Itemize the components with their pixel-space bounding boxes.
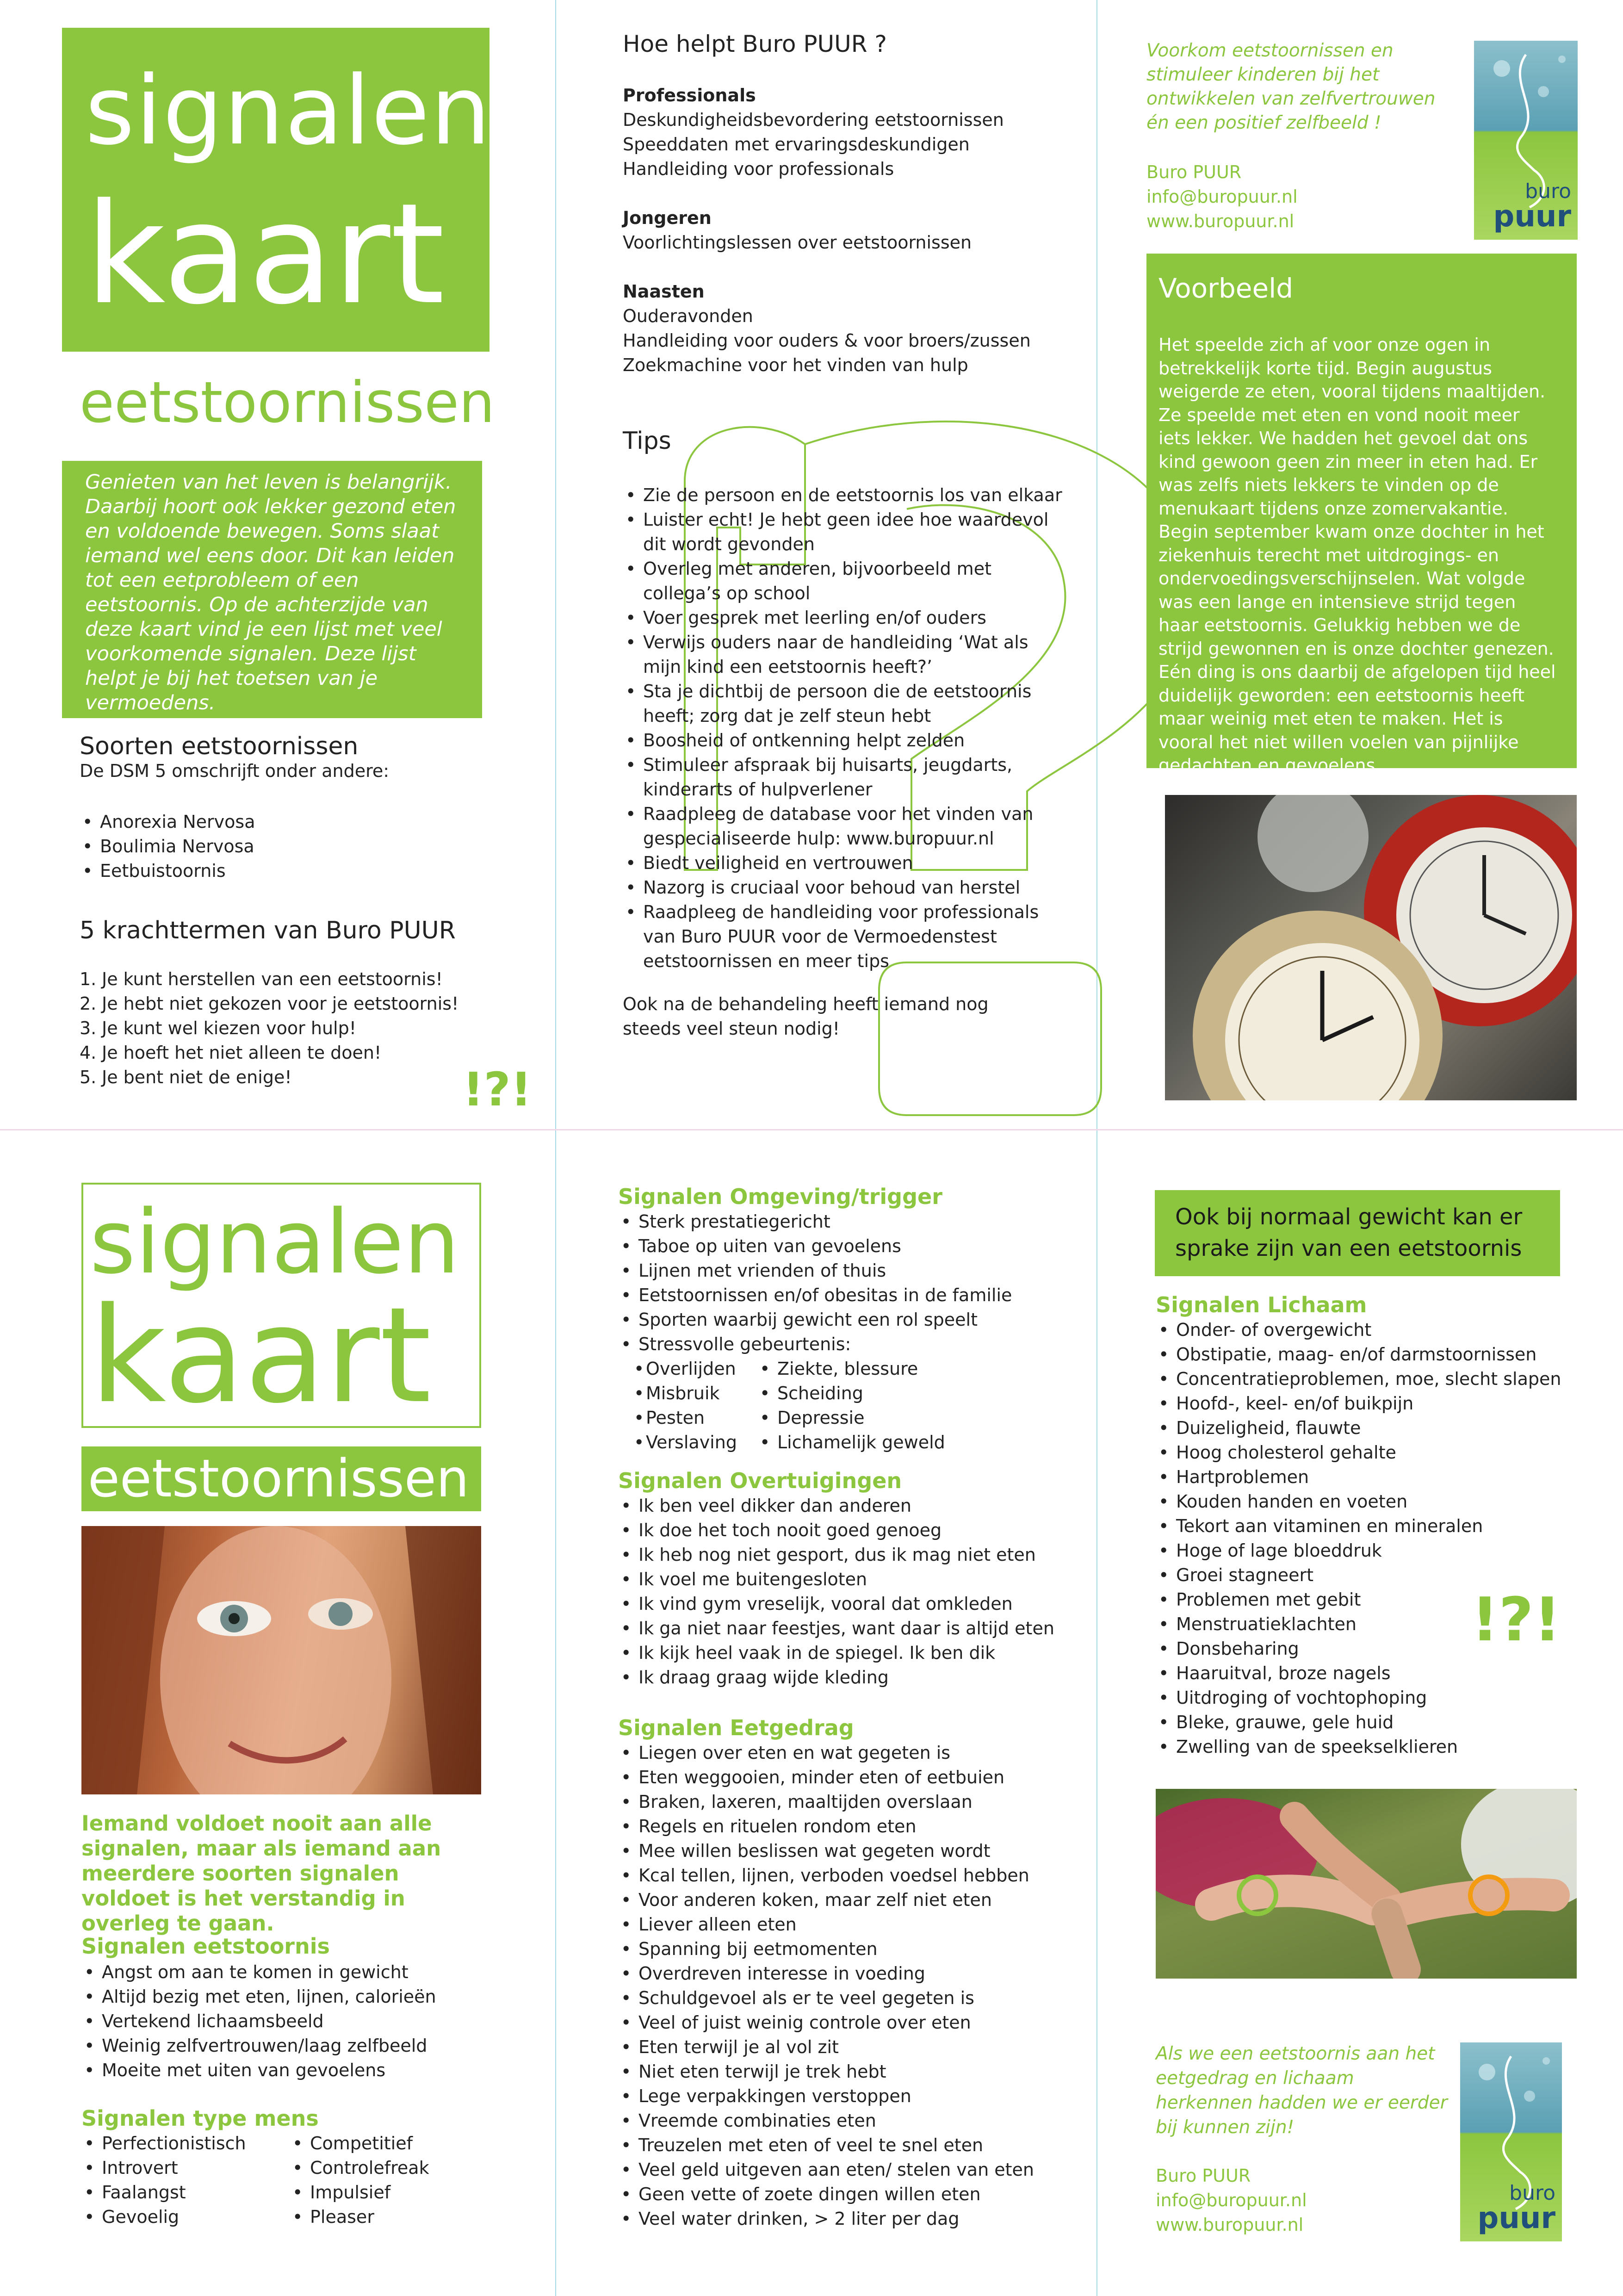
fold-line bbox=[555, 0, 556, 2296]
list-item: • Spanning bij eetmomenten bbox=[618, 1937, 1081, 1961]
list-item: • Schuldgevoel als er te veel gegeten is bbox=[618, 1986, 1081, 2011]
list-item: • Angst om aan te komen in gewicht bbox=[81, 1960, 498, 1985]
list-item: • Ik kijk heel vaak in de spiegel. Ik ben dik bbox=[618, 1641, 1081, 1665]
clocks-photo bbox=[1165, 795, 1577, 1100]
fold-line bbox=[0, 1129, 1623, 1130]
list-item: • Verwijs ouders naar de handleiding ‘Wat als mijn kind een eetstoornis heeft?’ bbox=[623, 630, 1062, 679]
list-item: • Faalangst bbox=[81, 2180, 294, 2205]
list-item: • Ik voel me buitengesloten bbox=[618, 1567, 1081, 1592]
banner-text: Ook bij normaal gewicht kan er sprake zijn van een eetstoornis bbox=[1175, 1204, 1523, 1261]
list-item: • Uitdroging of vochtophoping bbox=[1156, 1686, 1572, 1710]
logo-buro: buro bbox=[1525, 180, 1571, 203]
section-heading: Jongeren bbox=[623, 208, 712, 228]
list-item: • Controlefreak bbox=[290, 2156, 502, 2180]
fold-line bbox=[1096, 0, 1097, 2296]
list-item: Deskundigheidsbevordering eetstoornissen bbox=[623, 110, 1004, 130]
list-item: • Depressie bbox=[757, 1406, 1016, 1430]
list-item: • Ik ga niet naar feestjes, want daar is altijd eten bbox=[618, 1616, 1081, 1641]
list-item: • Donsbeharing bbox=[1156, 1637, 1572, 1661]
list-item: Handleiding voor ouders & voor broers/zussen bbox=[623, 330, 1031, 351]
list-item: • Eten weggooien, minder eten of eetbuien bbox=[618, 1765, 1081, 1790]
list-item: • Niet eten terwijl je trek hebt bbox=[618, 2060, 1081, 2084]
hands-photo bbox=[1156, 1789, 1577, 1979]
list-item: • Veel water drinken, > 2 liter per dag bbox=[618, 2207, 1081, 2231]
email-link[interactable]: info@buropuur.nl bbox=[1156, 2190, 1307, 2210]
list-item: • Boosheid of ontkenning helpt zelden bbox=[623, 728, 1062, 753]
list-item: • Eetstoornissen en/of obesitas in de familie bbox=[618, 1283, 1081, 1308]
title-kaart: kaart bbox=[90, 1279, 432, 1433]
list-item: • Haaruitval, broze nagels bbox=[1156, 1661, 1572, 1686]
face-icon bbox=[81, 1526, 481, 1794]
list-item: • Overlijden bbox=[631, 1357, 779, 1381]
lich-list bbox=[1156, 1318, 1572, 1759]
subtitle: eetstoornissen bbox=[80, 370, 495, 435]
list-item: • Hartproblemen bbox=[1156, 1465, 1572, 1489]
list-item: • Raadpleeg de handleiding voor professionals van Buro PUUR voor de Vermoedenstest eetstoornissen en meer tips bbox=[623, 900, 1062, 974]
list-item: • Overleg met anderen, bijvoorbeeld met collega’s op school bbox=[623, 557, 1062, 606]
list-item: • Gevoelig bbox=[81, 2205, 294, 2229]
voorbeeld-box bbox=[1146, 254, 1577, 776]
list-item: • Ik ben veel dikker dan anderen bbox=[618, 1494, 1081, 1518]
soorten-sub: De DSM 5 omschrijft onder andere: bbox=[80, 761, 390, 781]
list-item: • Altijd bezig met eten, lijnen, calorieën bbox=[81, 1985, 498, 2009]
list-item: • Liegen over eten en wat gegeten is bbox=[618, 1741, 1081, 1765]
list-item: Ouderavonden bbox=[623, 306, 753, 326]
list-item: • Pesten bbox=[631, 1406, 779, 1430]
closing-text: Ook na de behandeling heeft iemand nog steeds veel steun nodig! bbox=[623, 994, 989, 1039]
intro-box: Genieten van het leven is belangrijk. Daarbij hoort ook lekker gezond eten en voldoende bewegen. Soms slaat iemand wel eens door. Dit kan leiden tot een eetprobleem of een eetstoornis. Op de achterzijde van deze kaart vind je een lijst met veel voorkomende signalen. Deze lijst helpt je bij het toetsen van je vermoedens. bbox=[62, 461, 482, 718]
list-item: • Menstruatieklachten bbox=[1156, 1612, 1572, 1637]
list-item: • Moeite met uiten van gevoelens bbox=[81, 2058, 498, 2083]
list-item: Zoekmachine voor het vinden van hulp bbox=[623, 355, 968, 375]
list-item: • Stressvolle gebeurtenis: bbox=[618, 1332, 1081, 1357]
list-item: • Taboe op uiten van gevoelens bbox=[618, 1234, 1081, 1259]
list-item: • Biedt veiligheid en vertrouwen bbox=[623, 851, 1062, 875]
list-item: • Voer gesprek met leerling en/of ouders bbox=[623, 606, 1062, 630]
list-item: • Lichamelijk geweld bbox=[757, 1430, 1016, 1455]
list-item: • Lijnen met vrienden of thuis bbox=[618, 1259, 1081, 1283]
kracht-title: 5 krachttermen van Buro PUUR bbox=[80, 917, 456, 944]
contact-block bbox=[1156, 2164, 1307, 2237]
list-item: • Competitief bbox=[290, 2131, 502, 2156]
banner bbox=[1155, 1190, 1560, 1276]
title-signalen: signalen bbox=[90, 1191, 460, 1293]
list-item: • Bleke, grauwe, gele huid bbox=[1156, 1710, 1572, 1735]
list-item: • Scheiding bbox=[757, 1381, 1016, 1406]
list-item: • Verslaving bbox=[631, 1430, 779, 1455]
buropuur-logo bbox=[1460, 2042, 1562, 2241]
list-item: Handleiding voor professionals bbox=[623, 159, 894, 179]
ovt-list bbox=[618, 1494, 1081, 1690]
sig-list bbox=[81, 1960, 498, 2083]
list-item: • Anorexia Nervosa bbox=[80, 810, 496, 834]
omg-title: Signalen Omgeving/trigger bbox=[618, 1184, 942, 1209]
list-item: 3. Je kunt wel kiezen voor hulp! bbox=[80, 1018, 356, 1038]
list-item: • Veel of juist weinig controle over eten bbox=[618, 2011, 1081, 2035]
exclaim-mark: !?! bbox=[1471, 1584, 1561, 1655]
help-section bbox=[623, 83, 1062, 378]
list-item: • Liever alleen eten bbox=[618, 1912, 1081, 1937]
title-kaart: kaart bbox=[85, 174, 445, 335]
web-link[interactable]: www.buropuur.nl bbox=[1156, 2215, 1304, 2235]
list-item: • Tekort aan vitaminen en mineralen bbox=[1156, 1514, 1572, 1539]
list-item: • Kcal tellen, lijnen, verboden voedsel hebben bbox=[618, 1863, 1081, 1888]
list-item: • Eten terwijl je al vol zit bbox=[618, 2035, 1081, 2060]
tips-list bbox=[623, 483, 1062, 974]
list-item: • Problemen met gebit bbox=[1156, 1588, 1572, 1612]
soorten-title: Soorten eetstoornissen bbox=[80, 732, 359, 760]
org-name: Buro PUUR bbox=[1156, 2166, 1251, 2186]
list-item: • Impulsief bbox=[290, 2180, 502, 2205]
list-item: • Onder- of overgewicht bbox=[1156, 1318, 1572, 1342]
list-item: • Introvert bbox=[81, 2156, 294, 2180]
subtitle: eetstoornissen bbox=[88, 1449, 469, 1509]
list-item: • Ziekte, blessure bbox=[757, 1357, 1016, 1381]
logo-puur: puur bbox=[1493, 199, 1571, 234]
list-item: 1. Je kunt herstellen van een eetstoornis! bbox=[80, 969, 443, 989]
list-item: • Perfectionistisch bbox=[81, 2131, 294, 2156]
list-item: • Treuzelen met eten of veel te snel eten bbox=[618, 2133, 1081, 2158]
sig-title: Signalen eetstoornis bbox=[81, 1934, 330, 1959]
list-item: • Vreemde combinaties eten bbox=[618, 2109, 1081, 2133]
list-item: • Ik heb nog niet gesport, dus ik mag niet eten bbox=[618, 1543, 1081, 1567]
list-item: • Veel geld uitgeven aan eten/ stelen van eten bbox=[618, 2158, 1081, 2182]
list-item: Voorlichtingslessen over eetstoornissen bbox=[623, 232, 972, 253]
type-title: Signalen type mens bbox=[81, 2106, 319, 2131]
list-item: • Regels en rituelen rondom eten bbox=[618, 1814, 1081, 1839]
list-item: • Groei stagneert bbox=[1156, 1563, 1572, 1588]
list-item: • Raadpleeg de database voor het vinden van gespecialiseerde hulp: www.buropuur.nl bbox=[623, 802, 1062, 851]
list-item: • Nazorg is cruciaal voor behoud van herstel bbox=[623, 875, 1062, 900]
list-item: • Braken, laxeren, maaltijden overslaan bbox=[618, 1790, 1081, 1814]
list-item: • Mee willen beslissen wat gegeten wordt bbox=[618, 1839, 1081, 1863]
ovt-title: Signalen Overtuigingen bbox=[618, 1468, 902, 1493]
list-item: • Lege verpakkingen verstoppen bbox=[618, 2084, 1081, 2109]
list-item: • Geen vette of zoete dingen willen eten bbox=[618, 2182, 1081, 2207]
list-item: • Ik vind gym vreselijk, vooral dat omkleden bbox=[618, 1592, 1081, 1616]
list-item: • Hoog cholesterol gehalte bbox=[1156, 1440, 1572, 1465]
logo-puur: puur bbox=[1477, 2201, 1555, 2235]
voorbeeld-text: Het speelde zich af voor onze ogen in betrekkelijk korte tijd. Begin augustus weigerde ze eten, vooral tijdens maaltijden. Ze speelde met eten en vond nooit meer iets lekker. We hadden het gevoel dat ons kind gewoon geen zin meer in eten had. Er was zelfs niets lekkers te vinden op de menukaart tijdens onze zomervakantie. Begin september kwam onze dochter in het ziekenhuis terecht met uitdrogings- en ondervoedingsverschijnselen. Wat volgde was een lange en intensieve strijd tegen haar eetstoornis. Gelukkig hebben we de strijd gewonnen en is onze dochter genezen. Eén ding is ons daarbij de afgelopen tijd heel duidelijk geworden: een eetstoornis heeft maar weinig met eten te maken. Het is vooral het niet willen voelen van pijnlijke gedachten en gevoelens. bbox=[1158, 335, 1556, 776]
section-heading: Professionals bbox=[623, 85, 756, 105]
eet-title: Signalen Eetgedrag bbox=[618, 1715, 854, 1740]
list-item: • Sterk prestatiegericht bbox=[618, 1210, 1081, 1234]
exclaim-mark: !?! bbox=[463, 1062, 532, 1117]
list-item: • Misbruik bbox=[631, 1381, 779, 1406]
subtitle-band bbox=[81, 1446, 481, 1511]
type-list-a bbox=[81, 2131, 294, 2229]
eet-list bbox=[618, 1741, 1081, 2231]
list-item: 4. Je hoeft het niet alleen te doen! bbox=[80, 1043, 382, 1063]
list-item: • Vertekend lichaamsbeeld bbox=[81, 2009, 498, 2034]
omg-list bbox=[618, 1210, 1081, 1357]
list-item: • Duizeligheid, flauwte bbox=[1156, 1416, 1572, 1440]
portrait-photo bbox=[81, 1526, 481, 1794]
email-link[interactable]: info@buropuur.nl bbox=[1146, 186, 1298, 207]
title-block bbox=[62, 28, 492, 352]
list-item: • Boulimia Nervosa bbox=[80, 834, 496, 859]
list-item: • Concentratieproblemen, moe, slecht slapen bbox=[1156, 1367, 1572, 1391]
title-signalen: signalen bbox=[85, 56, 492, 166]
list-item: • Ik doe het toch nooit goed genoeg bbox=[618, 1518, 1081, 1543]
list-item: • Stimuleer afspraak bij huisarts, jeugdarts, kinderarts of hulpverlener bbox=[623, 753, 1062, 802]
list-item: • Zwelling van de speekselklieren bbox=[1156, 1735, 1572, 1759]
hands-icon bbox=[1156, 1789, 1577, 1979]
list-item: Speeddaten met ervaringsdeskundigen bbox=[623, 134, 970, 155]
list-item: 2. Je hebt niet gekozen voor je eetstoornis! bbox=[80, 993, 459, 1014]
lead-text: Iemand voldoet nooit aan alle signalen, maar als iemand aan meerdere soorten signalen voldoet is het verstandig in overleg te gaan. bbox=[81, 1811, 441, 1936]
org-name: Buro PUUR bbox=[1146, 162, 1242, 182]
buropuur-logo bbox=[1474, 41, 1578, 240]
list-item: • Pleaser bbox=[290, 2205, 502, 2229]
list-item: • Sporten waarbij gewicht een rol speelt bbox=[618, 1308, 1081, 1332]
soorten-list bbox=[80, 810, 496, 883]
stress-list-b bbox=[757, 1357, 1016, 1455]
list-item: • Weinig zelfvertrouwen/laag zelfbeeld bbox=[81, 2034, 498, 2058]
list-item: • Kouden handen en voeten bbox=[1156, 1489, 1572, 1514]
list-item: • Hoge of lage bloeddruk bbox=[1156, 1539, 1572, 1563]
slogan: Voorkom eetstoornissen en stimuleer kinderen bij het ontwikkelen van zelfvertrouwen én een positief zelfbeeld ! bbox=[1146, 40, 1436, 133]
logo-buro: buro bbox=[1509, 2181, 1555, 2205]
list-item: • Zie de persoon en de eetstoornis los van elkaar bbox=[623, 483, 1062, 508]
list-item: 5. Je bent niet de enige! bbox=[80, 1067, 292, 1087]
web-link[interactable]: www.buropuur.nl bbox=[1146, 211, 1295, 231]
contact-block bbox=[1146, 160, 1298, 234]
quote: Als we een eetstoornis aan het eetgedrag en lichaam herkennen hadden we er eerder bij kunnen zijn! bbox=[1156, 2043, 1448, 2138]
tips-title: Tips bbox=[623, 427, 671, 455]
clock-icon bbox=[1165, 795, 1577, 1100]
list-item: • Eetbuistoornis bbox=[80, 859, 496, 883]
list-item: • Hoofd-, keel- en/of buikpijn bbox=[1156, 1391, 1572, 1416]
list-item: • Voor anderen koken, maar zelf niet eten bbox=[618, 1888, 1081, 1912]
list-item: • Obstipatie, maag- en/of darmstoornissen bbox=[1156, 1342, 1572, 1367]
help-title: Hoe helpt Buro PUUR ? bbox=[623, 31, 887, 57]
lich-title: Signalen Lichaam bbox=[1156, 1292, 1367, 1317]
title-block-outline bbox=[81, 1183, 481, 1433]
list-item: • Sta je dichtbij de persoon die de eetstoornis heeft; zorg dat je zelf steun hebt bbox=[623, 679, 1062, 728]
list-item: • Overdreven interesse in voeding bbox=[618, 1961, 1081, 1986]
list-item: • Luister echt! Je hebt geen idee hoe waardevol dit wordt gevonden bbox=[623, 508, 1062, 557]
section-heading: Naasten bbox=[623, 281, 705, 302]
voorbeeld-title: Voorbeeld bbox=[1158, 273, 1294, 304]
list-item: • Ik draag graag wijde kleding bbox=[618, 1665, 1081, 1690]
type-list-b bbox=[290, 2131, 502, 2229]
